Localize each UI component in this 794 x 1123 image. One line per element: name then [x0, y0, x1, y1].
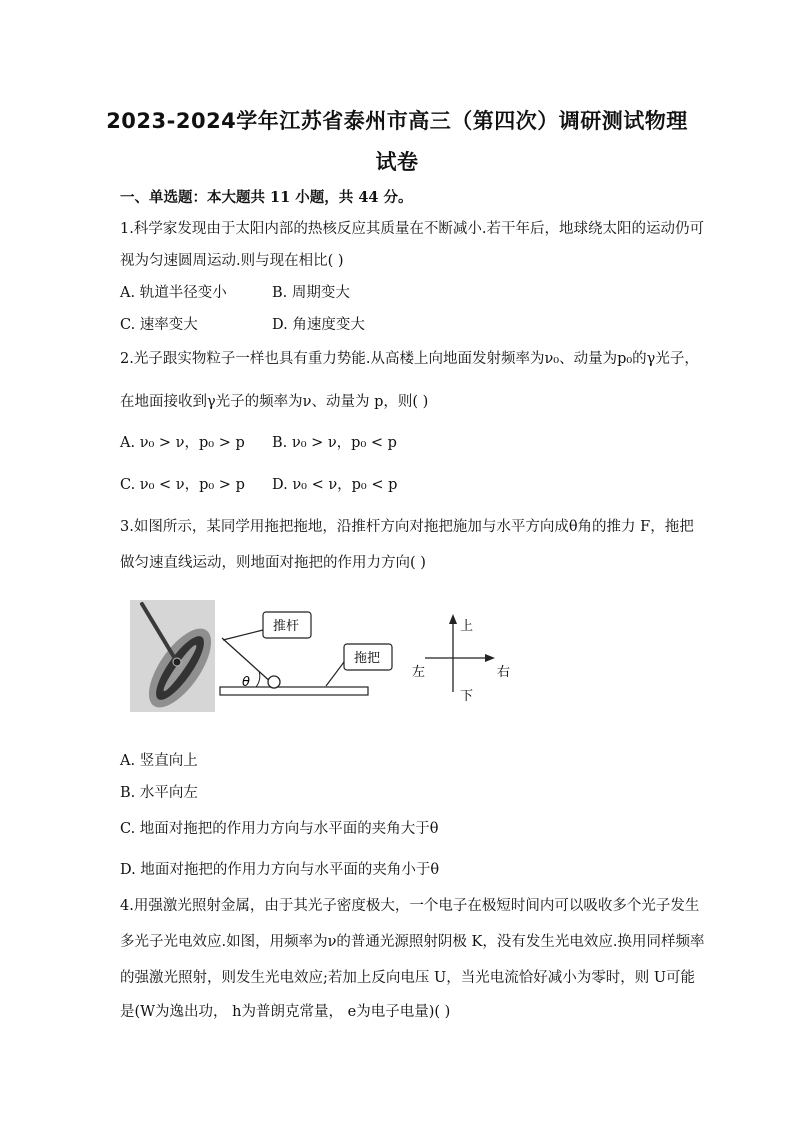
section-heading: 一、单选题：本大题共 11 小题，共 44 分。	[120, 189, 413, 206]
q4-text-line4: 是(W为逸出功， h为普朗克常量， e为电子电量)( )	[120, 1004, 451, 1020]
mop-figure	[130, 600, 520, 715]
theta-label: θ	[242, 675, 250, 690]
q3-text-line2: 做匀速直线运动，则地面对拖把的作用力方向( )	[120, 555, 426, 571]
q2-option-b: B. ν₀ > ν，p₀ < p	[272, 435, 397, 451]
q3-option-c: C. 地面对拖把的作用力方向与水平面的夹角大于θ	[120, 821, 439, 837]
dir-down-label: 下	[460, 689, 474, 704]
q1-option-c: C. 速率变大	[120, 317, 198, 333]
q1-option-b: B. 周期变大	[272, 285, 350, 301]
q2-option-c: C. ν₀ < ν，p₀ > p	[120, 477, 245, 493]
q3-option-b: B. 水平向左	[120, 785, 198, 801]
q2-text-line2: 在地面接收到γ光子的频率为ν、动量为 p，则( )	[120, 394, 429, 410]
q1-text-line2: 视为匀速圆周运动.则与现在相比( )	[120, 253, 344, 269]
q4-text-line2: 多光子光电效应.如图，用频率为ν的普通光源照射阴极 K，没有发生光电效应.换用同样频率	[120, 934, 705, 950]
mop-head-joint	[268, 676, 280, 688]
callout-mop-pointer	[326, 662, 344, 686]
callout-rod-label: 推杆	[273, 619, 300, 634]
callout-rod-pointer	[223, 630, 263, 640]
dir-right-label: 右	[497, 665, 511, 680]
q1-option-a: A. 轨道半径变小	[120, 285, 227, 301]
q1-text-line1: 1.科学家发现由于太阳内部的热核反应其质量在不断减小.若干年后，地球绕太阳的运动仍可	[120, 221, 704, 237]
dir-up-label: 上	[460, 619, 474, 634]
q3-text-line1: 3.如图所示，某同学用拖把拖地，沿推杆方向对拖把施加与水平方向成θ角的推力 F，拖把	[120, 519, 694, 535]
q3-option-d: D. 地面对拖把的作用力方向与水平面的夹角小于θ	[120, 862, 440, 878]
q3-option-a: A. 竖直向上	[120, 753, 198, 769]
q2-option-d: D. ν₀ < ν，p₀ < p	[272, 477, 398, 493]
theta-arc	[256, 671, 260, 687]
q2-option-a: A. ν₀ > ν，p₀ > p	[120, 435, 245, 451]
q4-text-line1: 4.用强激光照射金属，由于其光子密度极大，一个电子在极短时间内可以吸收多个光子发生	[120, 898, 700, 914]
exam-title-line2: 试卷	[375, 150, 419, 174]
callout-mop-label: 拖把	[354, 651, 381, 666]
exam-title-line1: 2023-2024学年江苏省泰州市高三（第四次）调研测试物理	[106, 109, 688, 133]
q2-text-line1: 2.光子跟实物粒子一样也具有重力势能.从高楼上向地面发射频率为ν₀、动量为p₀的γ光子，	[120, 351, 699, 367]
q4-text-line3: 的强激光照射，则发生光电效应;若加上反向电压 U，当光电流恰好减小为零时，则 U可能	[120, 970, 696, 986]
q1-option-d: D. 角速度变大	[272, 317, 365, 333]
dir-left-label: 左	[412, 665, 426, 680]
